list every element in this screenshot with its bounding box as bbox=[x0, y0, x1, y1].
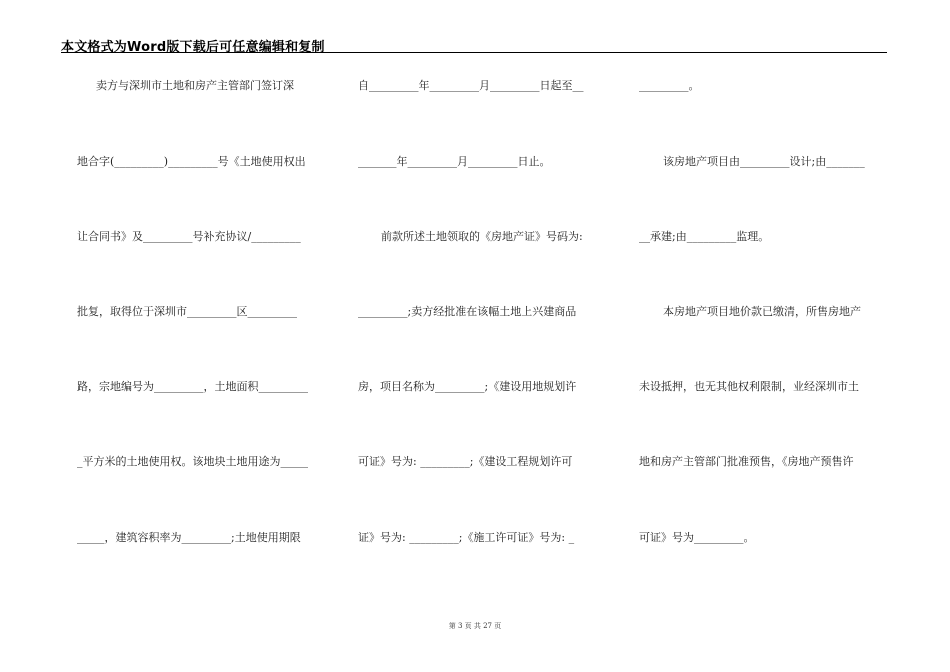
text-line: _________。 bbox=[639, 79, 700, 92]
header-divider bbox=[61, 52, 887, 53]
text-line: __承建;由_________监理。 bbox=[639, 230, 770, 243]
text-line: _____，建筑容积率为_________;土地使用期限 bbox=[77, 531, 301, 544]
text-line: 未设抵押，也无其他权利限制，业经深圳市土 bbox=[639, 380, 859, 393]
text-line: 可证》号为: _________;《建设工程规划许可 bbox=[358, 455, 573, 468]
text-line: 自_________年_________月_________日起至__ bbox=[358, 79, 584, 92]
text-line: 本房地产项目地价款已缴清，所售房地产 bbox=[663, 305, 861, 318]
text-line: 让合同书》及_________号补充协议/_________ bbox=[77, 230, 301, 243]
text-line: 前款所述土地领取的《房地产证》号码为: bbox=[381, 230, 583, 243]
text-line: 可证》号为_________。 bbox=[639, 531, 755, 544]
text-line: 地合字(_________)_________号《土地使用权出 bbox=[77, 155, 306, 168]
text-line: 该房地产项目由_________设计;由_______ bbox=[663, 155, 865, 168]
text-line: 证》号为: _________;《施工许可证》号为: _ bbox=[358, 531, 575, 544]
text-line: 批复，取得位于深圳市_________区_________ bbox=[77, 305, 297, 318]
text-line: 房，项目名称为_________;《建设用地规划许 bbox=[358, 380, 577, 393]
text-line: _________;卖方经批准在该幅土地上兴建商品 bbox=[358, 305, 577, 318]
text-line: 卖方与深圳市土地和房产主管部门签订深 bbox=[96, 79, 294, 92]
document-header-title: 本文格式为Word版下载后可任意编辑和复制 bbox=[61, 40, 325, 55]
page-number: 第 3 页 共 27 页 bbox=[448, 622, 502, 630]
text-line: _平方米的土地使用权。该地块土地用途为_____ bbox=[77, 455, 308, 468]
text-line: 路，宗地编号为_________，土地面积_________ bbox=[77, 380, 308, 393]
text-line: _______年_________月_________日止。 bbox=[358, 155, 551, 168]
text-line: 地和房产主管部门批准预售，《房地产预售许 bbox=[639, 455, 854, 468]
